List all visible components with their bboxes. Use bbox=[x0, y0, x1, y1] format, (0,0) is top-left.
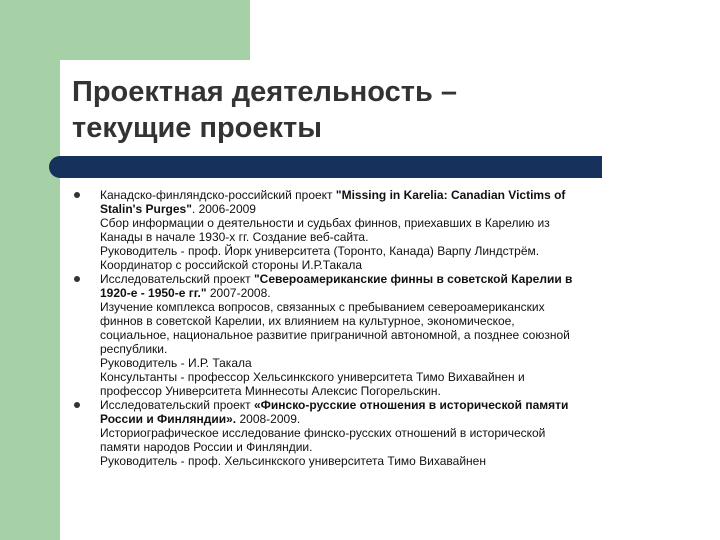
slide-title-line-2: текущие проекты bbox=[72, 112, 323, 144]
item-line: республики. bbox=[100, 342, 168, 356]
item-text: 2008-2009. bbox=[236, 412, 301, 426]
bullet-icon bbox=[74, 192, 80, 198]
item-line bbox=[100, 272, 632, 286]
top-accent-block bbox=[60, 0, 250, 60]
item-line: памяти народов России и Финляндии. bbox=[100, 440, 313, 454]
title-divider-bar bbox=[60, 156, 602, 178]
item-line bbox=[100, 286, 632, 300]
item-line: Координатор с российской стороны И.Р.Такала bbox=[100, 258, 363, 272]
item-bold-text: "Missing in Karelia: Canadian Victims of bbox=[335, 188, 566, 202]
item-line: Историографическое исследование финско-русских отношений в исторической bbox=[100, 426, 546, 440]
item-line: Руководитель - И.Р. Такала bbox=[100, 356, 252, 370]
project-item-1 bbox=[72, 188, 632, 272]
item-line: Руководитель - проф. Хельсинкского университета Тимо Вихавайнен bbox=[100, 454, 486, 468]
item-text: Канадско-финляндско-российский проект bbox=[100, 188, 336, 202]
slide-title bbox=[72, 74, 672, 146]
item-line bbox=[100, 202, 632, 216]
item-line: социальное, национальное развитие приграничной автономной, а позднее союзной bbox=[100, 328, 570, 342]
slide-title-line-1: Проектная деятельность – bbox=[72, 76, 457, 108]
title-divider bbox=[60, 156, 602, 178]
item-line: Сбор информации о деятельности и судьбах финнов, приехавших в Карелию из bbox=[100, 216, 550, 230]
item-line: Канады в начале 1930-х гг. Создание веб-сайта. bbox=[100, 230, 369, 244]
item-text: . 2006-2009 bbox=[191, 202, 256, 216]
project-item-2 bbox=[72, 272, 632, 398]
item-line: профессор Университета Миннесоты Алексис Погорельскин. bbox=[100, 384, 441, 398]
item-line bbox=[100, 398, 632, 412]
item-bold-text: «Финско-русские отношения в исторической памяти bbox=[253, 398, 569, 412]
project-item-3 bbox=[72, 398, 632, 468]
bullet-icon bbox=[74, 276, 80, 282]
item-line: финнов в советской Карелии, их влиянием на культурное, экономическое, bbox=[100, 314, 515, 328]
bullet-icon bbox=[74, 402, 80, 408]
item-text: Исследовательский проект bbox=[100, 398, 254, 412]
item-line bbox=[100, 188, 632, 202]
item-line: Изучение комплекса вопросов, связанных с пребыванием североамериканских bbox=[100, 300, 545, 314]
item-bold-text: 1920-е - 1950-е гг." bbox=[100, 286, 207, 300]
item-line bbox=[100, 412, 632, 426]
item-bold-text: России и Финляндии». bbox=[100, 412, 237, 426]
item-line: Консультанты - профессор Хельсинкского университета Тимо Вихавайнен и bbox=[100, 370, 525, 384]
item-bold-text: Stalin's Purges" bbox=[100, 202, 192, 216]
item-text: 2007-2008. bbox=[206, 286, 271, 300]
item-text: Исследовательский проект bbox=[100, 272, 254, 286]
item-line: Руководитель - проф. Йорк университета (Торонто, Канада) Варпу Линдстрём. bbox=[100, 244, 540, 258]
item-bold-text: "Североамериканские финны в советской Карелии в bbox=[253, 272, 573, 286]
project-list bbox=[72, 188, 632, 468]
left-accent-bar bbox=[0, 0, 60, 540]
